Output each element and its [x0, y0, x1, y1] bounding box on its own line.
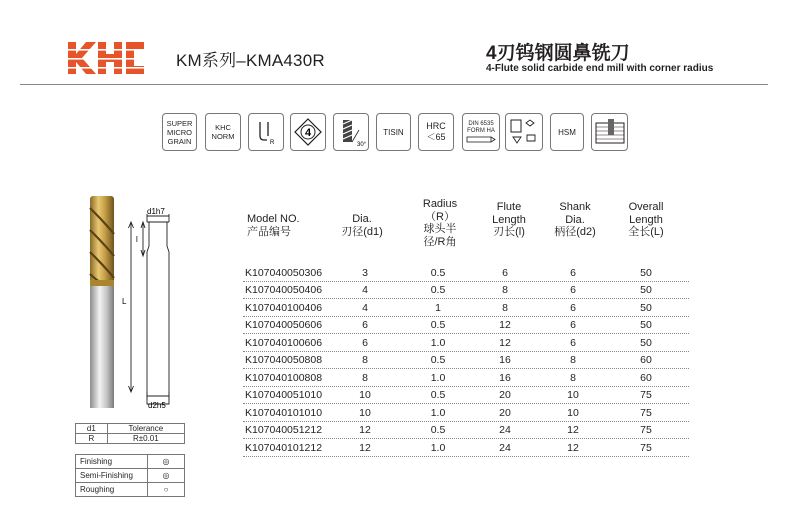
badge-application: [505, 113, 543, 151]
finishing-label: Finishing: [76, 455, 148, 469]
flute-length-cell: 20: [499, 407, 511, 419]
overall-length-label: L: [122, 297, 127, 306]
model-cell: K107040100808: [245, 372, 323, 384]
badge-hsm: [550, 113, 584, 151]
header-text: 径/R角: [423, 235, 457, 248]
badge-text: KHC: [215, 123, 231, 132]
header-text: 产品编号: [247, 225, 291, 238]
badge-text: R: [270, 140, 275, 146]
flute-length-cell: 12: [499, 337, 511, 349]
flute-length-cell: 6: [502, 267, 508, 279]
table-row: [243, 334, 689, 352]
roughing-symbol: ○: [148, 483, 185, 497]
header-text: Overall: [628, 201, 664, 213]
model-cell: K107040050306: [245, 267, 323, 279]
dia-cell: 6: [362, 319, 368, 331]
shank-dia-cell: 6: [570, 267, 576, 279]
header-text: Dia.: [565, 213, 585, 226]
tolerance-header-row: [76, 424, 185, 434]
overall-length-cell: 60: [640, 354, 652, 366]
radius-cell: 0.5: [430, 389, 446, 401]
dia-cell: 4: [362, 302, 368, 314]
badge-hrc: [418, 113, 454, 151]
model-cell: K107040050406: [245, 284, 323, 296]
series-title: KM系列–KMA430R: [176, 51, 325, 70]
dia-cell: 12: [359, 442, 371, 454]
product-title-en: 4-Flute solid carbide end mill with corner radius: [486, 63, 714, 74]
radius-cell: 0.5: [430, 267, 446, 279]
model-cell: K107040101010: [245, 407, 323, 419]
shank-dia-cell: 8: [570, 354, 576, 366]
dia-cell: 10: [359, 389, 371, 401]
badge-text: MICRO: [167, 127, 192, 137]
flute-length-cell: 24: [499, 424, 511, 436]
d2h5-label: d2h5: [148, 401, 166, 410]
radius-cell: 0.5: [430, 319, 446, 331]
khc-logo: [66, 38, 146, 78]
badge-helix-angle: [333, 113, 369, 151]
header-radius: [412, 198, 468, 248]
semi-finishing-symbol: ◎: [148, 469, 185, 483]
header-text: Length: [492, 213, 526, 226]
badge-text: SUPER: [166, 118, 193, 128]
radius-cell: 1.0: [430, 407, 446, 419]
badge-text: GRAIN: [167, 136, 192, 146]
list-item: [76, 483, 185, 497]
shank-dia-cell: 12: [567, 424, 579, 436]
model-cell: K107040101212: [245, 442, 323, 454]
shank-dia-cell: 6: [570, 337, 576, 349]
header-dia: [335, 213, 389, 238]
list-item: [76, 469, 185, 483]
list-item: [76, 455, 185, 469]
header-text: Dia.: [352, 213, 372, 225]
model-cell: K107040051010: [245, 389, 323, 401]
overall-length-cell: 50: [640, 284, 652, 296]
model-cell: K107040100406: [245, 302, 323, 314]
finishing-symbol: ◎: [148, 455, 185, 469]
header-text: Shank: [559, 201, 591, 213]
application-icon: [507, 115, 541, 149]
shank-dia-cell: 10: [567, 389, 579, 401]
tolerance-r-value: R±0.01: [107, 434, 184, 444]
radius-cell: 0.5: [430, 284, 446, 296]
shank-dia-cell: 6: [570, 319, 576, 331]
overall-length-cell: 60: [640, 372, 652, 384]
dia-cell: 8: [362, 372, 368, 384]
table-row: [243, 351, 689, 369]
badge-super-micro-grain: [162, 113, 197, 151]
radius-cell: 1.0: [430, 337, 446, 349]
table-row: [243, 439, 689, 457]
flute-length-cell: 8: [502, 302, 508, 314]
header-text: Length: [629, 213, 663, 226]
radius-cell: 0.5: [430, 354, 446, 366]
radius-cell: 1: [435, 302, 441, 314]
badge-text: 30°: [357, 142, 367, 148]
header-text: （R）: [425, 210, 455, 223]
overall-length-cell: 75: [640, 407, 652, 419]
header-text: 刃径(d1): [341, 225, 383, 238]
flute-length-cell: 16: [499, 372, 511, 384]
badge-corner-radius: [248, 113, 284, 151]
header-text: 球头半: [423, 223, 457, 235]
flute-length-cell: 8: [502, 284, 508, 296]
tolerance-col-tolerance: Tolerance: [107, 424, 184, 434]
badge-text: 4: [304, 127, 312, 139]
flute-length-cell: 20: [499, 389, 511, 401]
overall-length-cell: 50: [640, 337, 652, 349]
header-divider: [20, 84, 768, 85]
shank-icon: [466, 135, 496, 144]
badge-tisin: [376, 113, 411, 151]
helix-angle-icon: [335, 116, 367, 148]
radius-cell: 0.5: [430, 424, 446, 436]
four-flute-icon: [292, 116, 324, 148]
header-shank-dia: [546, 201, 604, 239]
roughing-label: Roughing: [76, 483, 148, 497]
badge-text: ＜65: [426, 132, 446, 142]
header-text: 全长(L): [628, 226, 664, 238]
badge-text: HSM: [558, 127, 576, 137]
overall-length-cell: 75: [640, 389, 652, 401]
shank-dia-cell: 12: [567, 442, 579, 454]
header-model: [247, 213, 300, 238]
tolerance-r-row: [76, 434, 185, 444]
dia-cell: 3: [362, 267, 368, 279]
table-row: [243, 281, 689, 299]
dia-cell: 10: [359, 407, 371, 419]
flute-length-label: l: [136, 235, 138, 244]
header-flute-length: [482, 201, 536, 239]
dia-cell: 4: [362, 284, 368, 296]
tolerance-table: [75, 423, 185, 444]
shank-dia-cell: 10: [567, 407, 579, 419]
header-text: Model NO.: [247, 213, 300, 225]
tolerance-r-label: R: [76, 434, 108, 444]
flute-length-cell: 24: [499, 442, 511, 454]
machining-type-table: [75, 454, 185, 497]
shank-dia-cell: 6: [570, 302, 576, 314]
header-overall-length: [616, 201, 676, 239]
overall-length-cell: 50: [640, 319, 652, 331]
radius-cell: 1.0: [430, 442, 446, 454]
overall-length-cell: 50: [640, 302, 652, 314]
end-mill-image: [84, 194, 120, 410]
overall-length-cell: 50: [640, 267, 652, 279]
slotting-icon: [594, 117, 626, 147]
shank-dia-cell: 8: [570, 372, 576, 384]
header-text: Flute: [496, 201, 522, 213]
table-row: [243, 264, 689, 282]
header-text: Radius: [422, 198, 458, 210]
radius-cell: 1.0: [430, 372, 446, 384]
table-row: [243, 421, 689, 439]
product-title-cn: 4刃钨钢圆鼻铣刀: [486, 43, 630, 64]
flute-length-cell: 12: [499, 319, 511, 331]
overall-length-cell: 75: [640, 424, 652, 436]
corner-radius-icon: [251, 117, 281, 147]
dia-cell: 12: [359, 424, 371, 436]
badge-4-flutes: [290, 113, 326, 151]
dia-cell: 8: [362, 354, 368, 366]
d1h7-label: d1h7: [147, 208, 165, 216]
table-row: [243, 299, 689, 317]
dimension-drawing: [120, 208, 190, 412]
header-text: 柄径(d2): [554, 226, 596, 238]
model-cell: K107040100606: [245, 337, 323, 349]
badge-khc-norm: [205, 113, 241, 151]
header-text: 刃长(l): [493, 226, 525, 238]
flute-length-cell: 16: [499, 354, 511, 366]
model-cell: K107040050606: [245, 319, 323, 331]
table-row: [243, 316, 689, 334]
tolerance-col-d1: d1: [76, 424, 108, 434]
model-cell: K107040050808: [245, 354, 323, 366]
shank-dia-cell: 6: [570, 284, 576, 296]
badge-text: NORM: [211, 132, 235, 141]
model-cell: K107040051212: [245, 424, 323, 436]
table-row: [243, 404, 689, 422]
semi-finishing-label: Semi-Finishing: [76, 469, 148, 483]
badge-din-6535: [462, 113, 500, 151]
table-row: [243, 369, 689, 387]
badge-text: TISIN: [383, 127, 404, 137]
badge-text: DIN 6535: [468, 120, 494, 127]
badge-text: HRC: [426, 121, 446, 131]
overall-length-cell: 75: [640, 442, 652, 454]
dia-cell: 6: [362, 337, 368, 349]
table-row: [243, 386, 689, 404]
badge-slotting: [591, 113, 628, 151]
badge-text: FORM HA: [467, 127, 495, 134]
